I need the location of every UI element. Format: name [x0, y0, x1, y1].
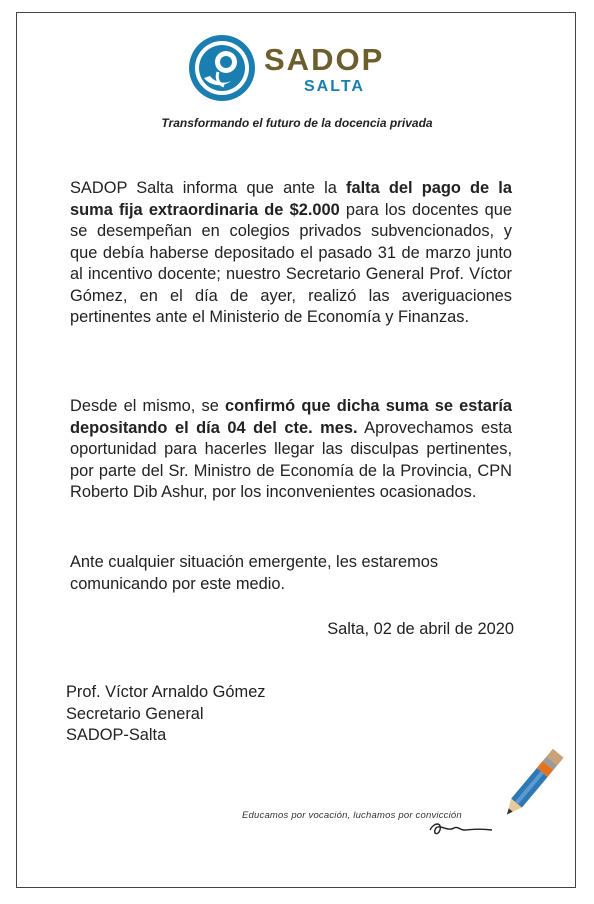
logo-subtitle: SALTA [304, 78, 365, 95]
signature-title: Secretario General [66, 704, 204, 723]
paragraph-1 [70, 178, 512, 329]
paragraph-1-text-a: SADOP Salta informa que ante la [70, 179, 347, 197]
slogan: Educamos por vocación, luchamos por convicción [242, 810, 462, 821]
signature-scribble-icon [426, 818, 496, 838]
paragraph-3: Ante cualquier situación emergente, les estaremos comunicando por este medio. [70, 553, 439, 593]
paragraph-2 [70, 396, 512, 504]
paragraph-1-text-b: para los docentes que se desempeñan en colegios privados subvencionados, y que debía haberse depositado el pasado 31 de marzo junto al incentivo docente; nuestro Secretario General Prof. Víctor Gómez, en el día de ayer, realizó las averiguaciones pertinentes ante el Ministerio de Economía y Finanzas. [70, 200, 513, 326]
date-line: Salta, 02 de abril de 2020 [327, 620, 514, 638]
sadop-logo [188, 34, 418, 106]
paragraph-2-bold: confirmó que dicha suma se estaría depositando el día 04 del cte. mes. [70, 397, 512, 437]
logo-name: SADOP [264, 42, 385, 77]
paragraph-1-bold: falta del pago de la suma fija extraordinaria de $2.000 [70, 179, 512, 219]
sadop-logo-icon [188, 34, 256, 102]
signature-name: Prof. Víctor Arnaldo Gómez [66, 683, 266, 701]
signature-block [66, 682, 266, 747]
paragraph-2-text-a: Desde el mismo, se [70, 397, 226, 415]
paragraph-2-text-b: Aprovechamos esta oportunidad para hacerles llegar las disculpas pertinentes, por parte del Sr. Ministro de Economía de la Provincia, CPN Roberto Dib Ashur, por los inconvenientes ocasionados. [70, 418, 513, 501]
pencil-icon [492, 742, 568, 832]
signature-org: SADOP-Salta [66, 726, 167, 744]
tagline: Transformando el futuro de la docencia privada [161, 116, 433, 130]
